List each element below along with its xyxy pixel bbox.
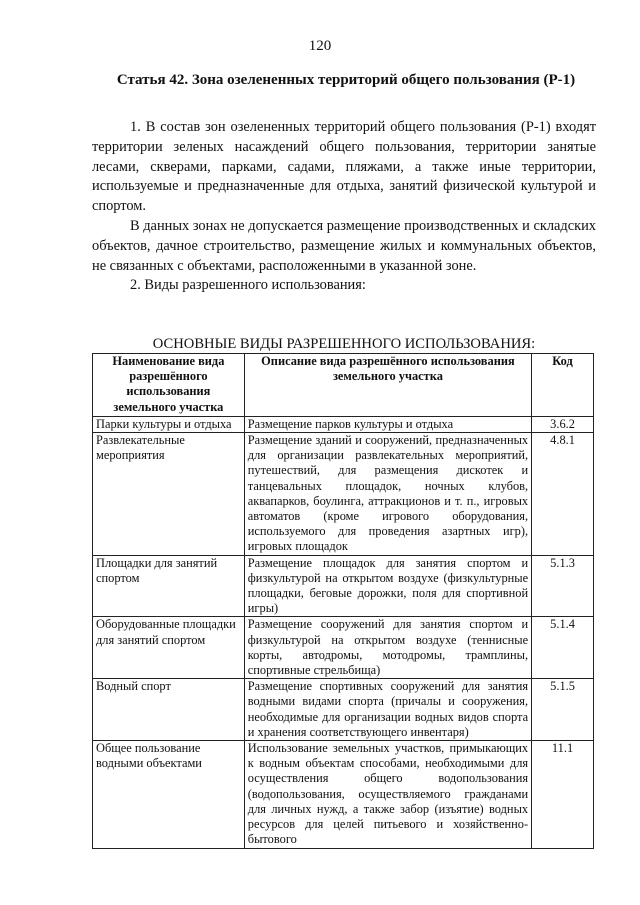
row-name: Площадки для занятий спортом	[93, 555, 245, 617]
row-code: 11.1	[532, 741, 594, 848]
row-description: Размещение сооружений для занятия спортом и физкультурой на открытом воздухе (теннисные корты, автодромы, мотодромы, трамплины, спортивные стрельбища)	[244, 617, 531, 679]
table-row	[93, 741, 594, 848]
table-row	[93, 555, 594, 617]
body-text	[92, 118, 596, 296]
table-row	[93, 416, 594, 432]
article-title: Статья 42. Зона озелененных территорий общего пользования (Р-1)	[116, 72, 576, 88]
header-code: Код	[532, 354, 594, 417]
row-name: Водный спорт	[93, 679, 245, 741]
row-description: Размещение площадок для занятия спортом и физкультурой на открытом воздухе (физкультурные площадки, беговые дорожки, поля для спортивной игры)	[244, 555, 531, 617]
table-row	[93, 433, 594, 556]
page-number: 120	[308, 38, 332, 54]
permitted-uses-table	[92, 353, 594, 849]
paragraph-1: 1. В состав зон озелененных территорий общего пользования (Р-1) входят территории зеленых насаждений общего пользования, территории занятые лесами, скверами, парками, садами, пляжами, а также иные территории, используемые и предназначенные для отдыха, занятий физической культурой и спортом.	[92, 119, 596, 215]
row-code: 3.6.2	[532, 416, 594, 432]
header-description: Описание вида разрешённого использования земельного участка	[244, 354, 531, 417]
table-header-row	[93, 354, 594, 417]
row-name: Оборудованные площадки для занятий спортом	[93, 617, 245, 679]
row-description: Размещение зданий и сооружений, предназначенных для организации развлекательных мероприятий, путешествий, для размещения дискотек и танцевальных площадок, ночных клубов, аквапарков, боулинга, аттракционов и т. п., игровых автоматов (кроме игрового оборудования, используемого для проведения азартных игр), игровых площадок	[244, 433, 531, 556]
paragraph-2: В данных зонах не допускается размещение производственных и складских объектов, дачное строительство, размещение жилых и коммунальных объектов, не связанных с объектами, расположенными в указанной зоне.	[92, 217, 596, 274]
row-description: Размещение парков культуры и отдыха	[244, 416, 531, 432]
row-code: 4.8.1	[532, 433, 594, 556]
row-code: 5.1.4	[532, 617, 594, 679]
row-description: Размещение спортивных сооружений для занятия водными видами спорта (причалы и сооружения, необходимые для организации водных видов спорта и хранения соответствующего инвентаря)	[244, 679, 531, 741]
row-code: 5.1.5	[532, 679, 594, 741]
row-name: Развлекательные мероприятия	[93, 433, 245, 556]
row-name: Общее пользование водными объектами	[93, 741, 245, 848]
header-name: Наименование вида разрешённого использования земельного участка	[93, 354, 245, 417]
row-name: Парки культуры и отдыха	[93, 416, 245, 432]
paragraph-3: 2. Виды разрешенного использования:	[130, 277, 366, 294]
table-title: ОСНОВНЫЕ ВИДЫ РАЗРЕШЕННОГО ИСПОЛЬЗОВАНИЯ:	[152, 336, 536, 352]
table-row	[93, 617, 594, 679]
row-description: Использование земельных участков, примыкающих к водным объектам способами, необходимыми для осуществления общего водопользования (водопользования, осуществляемого гражданами для личных нужд, а также забор (изъятие) водных ресурсов для целей питьевого и хозяйственно-бытового	[244, 741, 531, 848]
table-row	[93, 679, 594, 741]
row-code: 5.1.3	[532, 555, 594, 617]
